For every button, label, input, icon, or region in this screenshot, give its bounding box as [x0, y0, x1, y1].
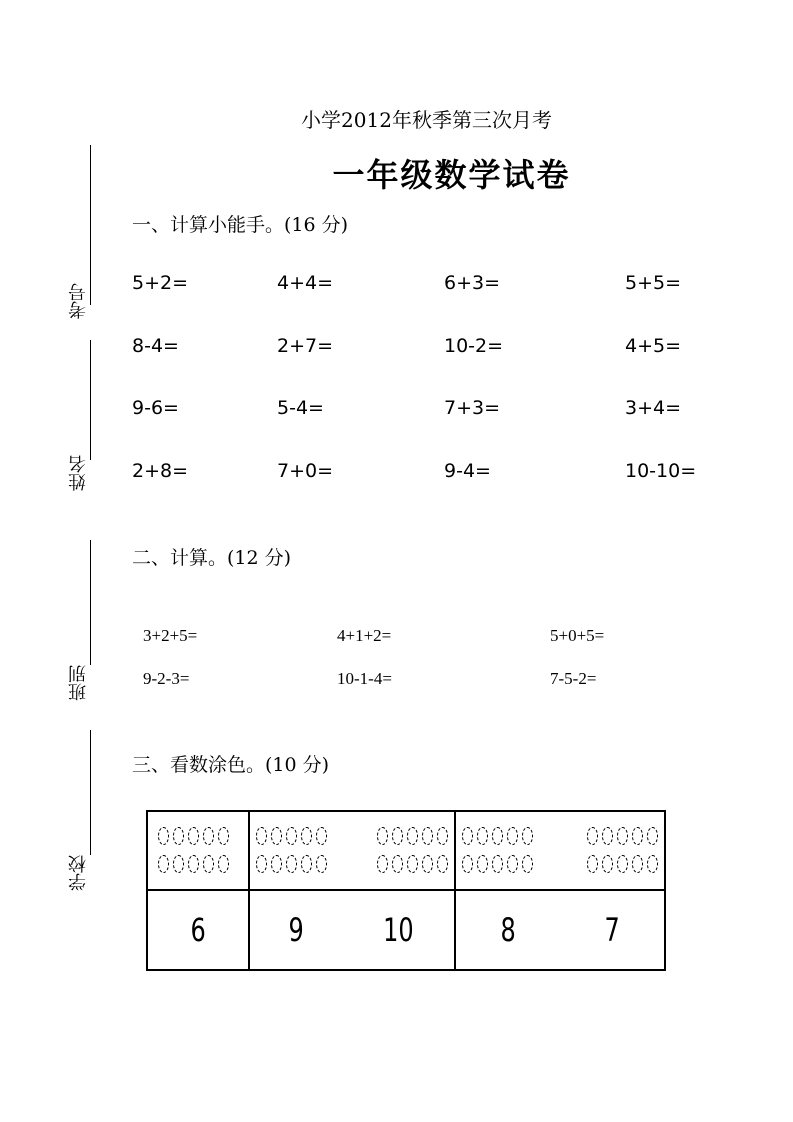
- problem: 3+4=: [625, 397, 682, 419]
- oval-shape[interactable]: [218, 827, 229, 845]
- oval-group: [377, 827, 448, 873]
- problem: 2+7=: [277, 335, 334, 357]
- oval-group: [148, 827, 248, 873]
- oval-shape[interactable]: [301, 855, 312, 873]
- problem: 6+3=: [444, 272, 501, 294]
- name-label: 姓名: [68, 455, 89, 491]
- oval-shape[interactable]: [286, 827, 297, 845]
- oval-shape[interactable]: [647, 827, 658, 845]
- oval-shape[interactable]: [158, 827, 169, 845]
- problem: 4+5=: [625, 335, 682, 357]
- target-number: 6: [190, 910, 206, 949]
- problem: 3+2+5=: [143, 626, 198, 645]
- problem: 4+1+2=: [337, 626, 392, 645]
- oval-shape[interactable]: [377, 827, 388, 845]
- oval-shape[interactable]: [462, 855, 473, 873]
- section2-heading: 二、计算。(12 分): [132, 547, 292, 569]
- oval-cell: [249, 811, 455, 890]
- oval-group: [256, 827, 327, 873]
- oval-group: [587, 827, 658, 873]
- oval-shape[interactable]: [407, 855, 418, 873]
- oval-shape[interactable]: [173, 827, 184, 845]
- margin-line-3: [90, 540, 91, 665]
- oval-shape[interactable]: [218, 855, 229, 873]
- target-number: 7: [604, 910, 620, 949]
- number-cell: [249, 890, 455, 970]
- problem: 10-10=: [625, 460, 697, 482]
- oval-shape[interactable]: [617, 827, 628, 845]
- oval-group: [462, 827, 533, 873]
- oval-cell: [147, 811, 249, 890]
- problem: 8-4=: [132, 335, 179, 357]
- oval-shape[interactable]: [271, 855, 282, 873]
- problem: 10-1-4=: [337, 669, 392, 688]
- oval-shape[interactable]: [477, 855, 488, 873]
- oval-shape[interactable]: [422, 855, 433, 873]
- oval-shape[interactable]: [602, 827, 613, 845]
- oval-shape[interactable]: [587, 855, 598, 873]
- oval-shape[interactable]: [286, 855, 297, 873]
- problem: 4+4=: [277, 272, 334, 294]
- problem: 7-5-2=: [550, 669, 597, 688]
- exam-number-label: 考号: [68, 283, 89, 319]
- oval-shape[interactable]: [422, 827, 433, 845]
- oval-shape[interactable]: [316, 855, 327, 873]
- problem: 7+3=: [444, 397, 501, 419]
- oval-shape[interactable]: [392, 827, 403, 845]
- target-number: 10: [382, 910, 414, 949]
- oval-shape[interactable]: [602, 855, 613, 873]
- oval-shape[interactable]: [188, 827, 199, 845]
- oval-shape[interactable]: [587, 827, 598, 845]
- problem: 5-4=: [277, 397, 324, 419]
- problem: 5+2=: [132, 272, 189, 294]
- oval-shape[interactable]: [437, 855, 448, 873]
- oval-shape[interactable]: [392, 855, 403, 873]
- oval-shape[interactable]: [507, 855, 518, 873]
- problem: 5+5=: [625, 272, 682, 294]
- oval-shape[interactable]: [647, 855, 658, 873]
- oval-shape[interactable]: [462, 827, 473, 845]
- oval-shape[interactable]: [301, 827, 312, 845]
- oval-shape[interactable]: [256, 827, 267, 845]
- oval-shape[interactable]: [632, 827, 643, 845]
- oval-shape[interactable]: [203, 827, 214, 845]
- problem: 9-4=: [444, 460, 491, 482]
- oval-shape[interactable]: [407, 827, 418, 845]
- oval-shape[interactable]: [256, 855, 267, 873]
- number-cell: [455, 890, 665, 970]
- oval-cell: [455, 811, 665, 890]
- margin-line-4: [90, 730, 91, 855]
- coloring-table: [146, 810, 666, 971]
- section1-heading: 一、计算小能手。(16 分): [132, 214, 349, 236]
- oval-shape[interactable]: [522, 855, 533, 873]
- school-label: 学校: [68, 855, 89, 891]
- oval-shape[interactable]: [188, 855, 199, 873]
- oval-shape[interactable]: [507, 827, 518, 845]
- problem: 2+8=: [132, 460, 189, 482]
- section3-heading: 三、看数涂色。(10 分): [132, 754, 330, 776]
- class-label: 班别: [68, 665, 89, 701]
- oval-shape[interactable]: [492, 855, 503, 873]
- problem: 5+0+5=: [550, 626, 605, 645]
- exam-subtitle: 小学2012年秋季第三次月考: [301, 108, 552, 132]
- exam-title: 一年级数学试卷: [332, 156, 571, 194]
- margin-line-2: [90, 340, 91, 460]
- oval-shape[interactable]: [617, 855, 628, 873]
- oval-shape[interactable]: [492, 827, 503, 845]
- number-cell: [147, 890, 249, 970]
- problem: 9-6=: [132, 397, 179, 419]
- problem: 9-2-3=: [143, 669, 190, 688]
- oval-shape[interactable]: [203, 855, 214, 873]
- oval-shape[interactable]: [377, 855, 388, 873]
- oval-shape[interactable]: [632, 855, 643, 873]
- oval-shape[interactable]: [158, 855, 169, 873]
- oval-shape[interactable]: [316, 827, 327, 845]
- oval-shape[interactable]: [477, 827, 488, 845]
- target-number: 8: [500, 910, 516, 949]
- oval-shape[interactable]: [437, 827, 448, 845]
- oval-shape[interactable]: [522, 827, 533, 845]
- problem: 7+0=: [277, 460, 334, 482]
- problem: 10-2=: [444, 335, 504, 357]
- oval-shape[interactable]: [271, 827, 282, 845]
- oval-shape[interactable]: [173, 855, 184, 873]
- target-number: 9: [288, 910, 304, 949]
